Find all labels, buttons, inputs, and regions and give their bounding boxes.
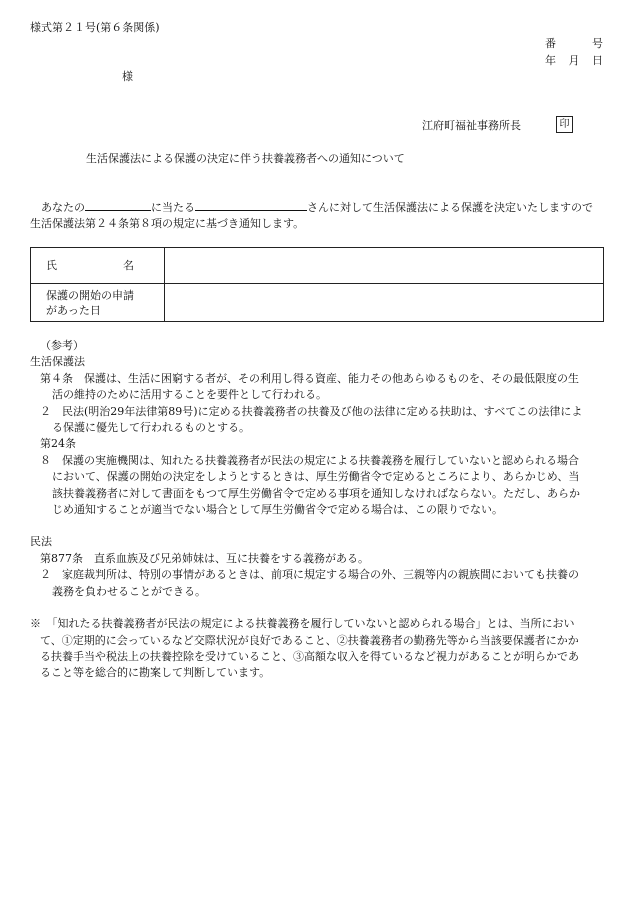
article-4-line2: 活の維持のために活用することを要件として行われる。 — [52, 388, 327, 402]
recipient-name-blank — [195, 198, 307, 211]
name-label-2: 名 — [123, 259, 134, 272]
name-value-cell — [165, 248, 604, 284]
intro-line2: 生活保護法第２４条第８項の規定に基づき通知します。 — [30, 217, 305, 230]
note-line1: ※ 「知れたる扶養義務者が民法の規定による扶養義務を履行していないと認められる場合」とは、当所におい — [30, 617, 575, 631]
start-label-1: 保護の開始の申請 — [46, 288, 134, 302]
article-877-2-line2: 義務を負わせることができる。 — [52, 584, 206, 598]
note-line2: て、①定期的に会っているなど交際状況が良好であること、②扶養義務者の勤務先等から当該要保護者にかか — [40, 633, 579, 647]
form-number: 様式第２１号(第６条関係) — [30, 21, 160, 34]
note-line3: る扶養手当や税法上の扶養控除を受けていること、③高額な収入を得ているなど視力があることが明らかであ — [40, 649, 579, 663]
reference-heading: （参考） — [40, 339, 84, 352]
year-label: 年 — [545, 54, 556, 67]
law-heading-seikatsu: 生活保護法 — [30, 355, 85, 369]
start-date-value-cell — [165, 284, 604, 322]
article-4-line1: 第４条 保護は、生活に困窮する者が、その利用し得る資産、能力その他あらゆるものを、その最低限度の生 — [40, 371, 579, 385]
article-877: 第877条 直系血族及び兄弟姉妹は、互に扶養をする義務がある。 — [40, 551, 369, 565]
note-line4: ること等を総合的に勘案して判断しています。 — [40, 666, 271, 680]
document-number-line — [545, 36, 603, 52]
reference-section — [30, 338, 608, 682]
article-24-heading: 第24条 — [40, 437, 76, 451]
ban-label: 番 — [545, 37, 556, 50]
law-heading-minpo: 民法 — [30, 535, 52, 549]
office-name: 江府町福祉事務所長 — [422, 119, 521, 132]
intro-paragraph — [30, 198, 610, 232]
table-row — [31, 284, 604, 322]
go-label: 号 — [592, 37, 603, 50]
intro-part3: さんに対して生活保護法による保護を決定いたしますので — [307, 201, 593, 214]
article-24-8-line2: において、保護の開始の決定をしようとするときは、厚生労働省令で定めるところにより、あらかじめ、当 — [52, 470, 580, 484]
day-label: 日 — [592, 54, 603, 67]
month-label: 月 — [568, 54, 580, 67]
name-label-1: 氏 — [46, 259, 57, 272]
start-label-2: があった日 — [46, 303, 101, 317]
article-4-2-line2: る保護に優先して行われるものとする。 — [52, 421, 250, 435]
start-date-label-cell — [31, 284, 165, 322]
relationship-blank — [85, 198, 151, 211]
document-title: 生活保護法による保護の決定に伴う扶養義務者への通知について — [86, 152, 405, 165]
name-label-cell — [31, 248, 165, 284]
table-row — [31, 248, 604, 284]
date-line — [545, 53, 603, 69]
addressee-honorific: 様 — [122, 70, 133, 83]
info-table — [30, 247, 604, 322]
article-877-2-line1: ２ 家庭裁判所は、特別の事情があるときは、前項に規定する場合の外、三親等内の親族間においても扶養の — [40, 568, 579, 582]
intro-part2: に当たる — [151, 201, 195, 214]
article-24-8-line4: じめ通知することが適当でない場合として厚生労働省令で定める場合は、この限りでない。 — [52, 503, 503, 517]
seal-stamp: 印 — [556, 116, 573, 133]
article-24-8-line3: 該扶養義務者に対して書面をもつて厚生労働省令で定める事項を通知しなければならない。ただし、あらか — [52, 486, 580, 500]
article-4-2-line1: ２ 民法(明治29年法律第89号)に定める扶養義務者の扶養及び他の法律に定める扶助は、すべてこの法律によ — [40, 404, 583, 418]
article-24-8-line1: ８ 保護の実施機関は、知れたる扶養義務者が民法の規定による扶養義務を履行していないと認められる場合 — [40, 453, 579, 467]
intro-part1: あなたの — [41, 201, 85, 214]
